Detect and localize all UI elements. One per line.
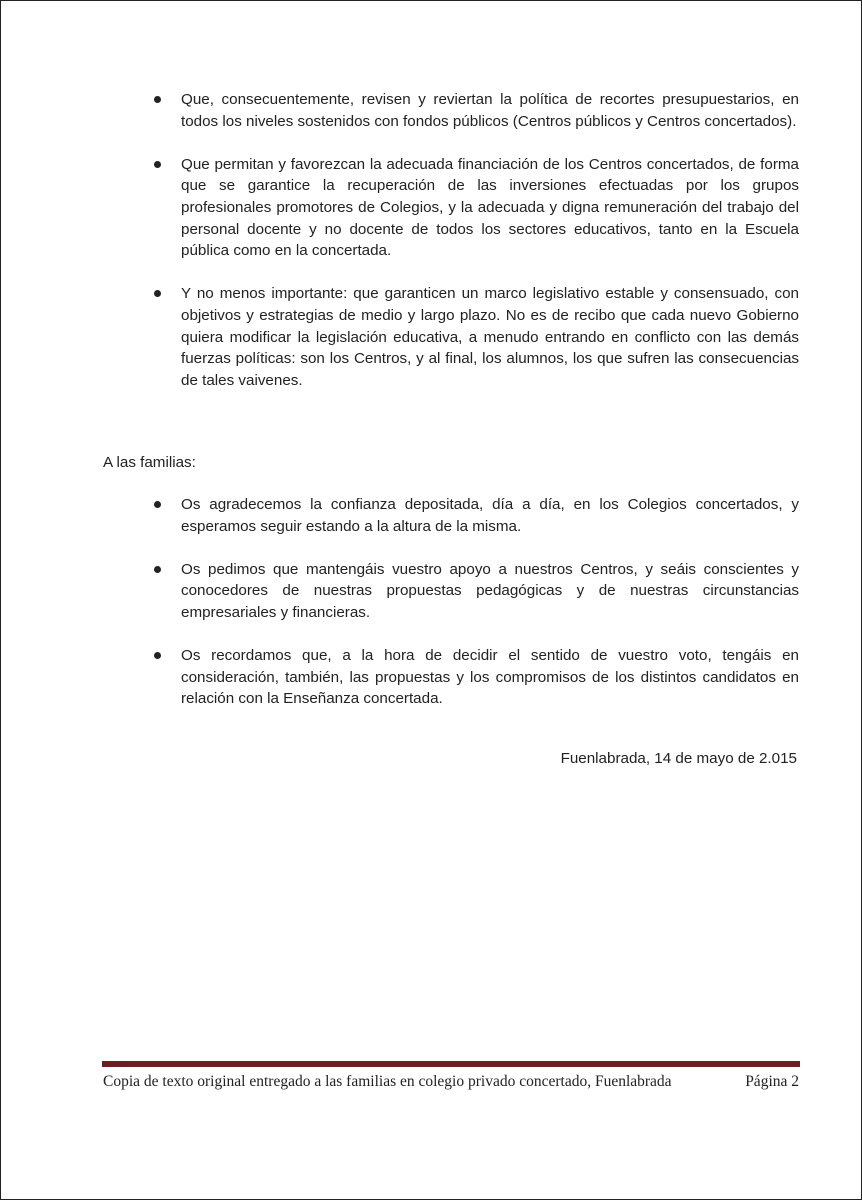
bullet-icon: [154, 290, 161, 297]
list-item: [151, 154, 799, 262]
families-request-list: [151, 494, 799, 710]
families-heading: A las familias:: [103, 454, 196, 471]
list-item: [151, 645, 799, 710]
bullet-icon: [154, 652, 161, 659]
list-item-text: Y no menos importante: que garanticen un marco legislativo estable y consensuado, con objetivos y estrategias de medio y largo plazo. No es de recibo que cada nuevo Gobierno quiera modificar la legislación educativa, a menudo entrando en conflicto con las demás fuerzas políticas: son los Centros, y al final, los alumnos, los que sufren las consecuencias de tales vaivenes.: [181, 285, 799, 389]
bullet-icon: [154, 566, 161, 573]
list-item-text: Os agradecemos la confianza depositada, día a día, en los Colegios concertados, y esperamos seguir estando a la altura de la misma.: [181, 496, 799, 535]
list-item: [151, 559, 799, 624]
list-item: [151, 283, 799, 391]
bullet-icon: [154, 96, 161, 103]
page-number: Página 2: [745, 1073, 799, 1090]
footer-divider: [102, 1061, 800, 1067]
list-item-text: Os pedimos que mantengáis vuestro apoyo a nuestros Centros, y seáis conscientes y conocedores de nuestras propuestas pedagógicas y de nuestras circunstancias empresariales y financieras.: [181, 560, 799, 621]
page-footer: [103, 1072, 799, 1092]
list-item-text: Os recordamos que, a la hora de decidir el sentido de vuestro voto, tengáis en consideración, también, las propuestas y los compromisos de los distintos candidatos en relación con la Enseñanza concertada.: [181, 647, 799, 708]
footer-caption: Copia de texto original entregado a las familias en colegio privado concertado, Fuenlabrada: [103, 1073, 672, 1090]
list-item-text: Que permitan y favorezcan la adecuada financiación de los Centros concertados, de forma que se garantice la recuperación de las inversiones efectuadas por los grupos profesionales promotores de Colegios, y la adecuada y digna remuneración del trabajo del personal docente y no docente de todos los sectores educativos, tanto en la Escuela pública como en la concertada.: [181, 155, 799, 260]
bullet-icon: [154, 161, 161, 168]
authorities-request-list: [151, 89, 799, 391]
list-item: [151, 89, 799, 132]
bullet-icon: [154, 501, 161, 508]
list-item-text: Que, consecuentemente, revisen y reviertan la política de recortes presupuestarios, en todos los niveles sostenidos con fondos públicos (Centros públicos y Centros concertados).: [181, 91, 799, 130]
place-date-signoff: Fuenlabrada, 14 de mayo de 2.015: [560, 750, 797, 767]
list-item: [151, 494, 799, 537]
